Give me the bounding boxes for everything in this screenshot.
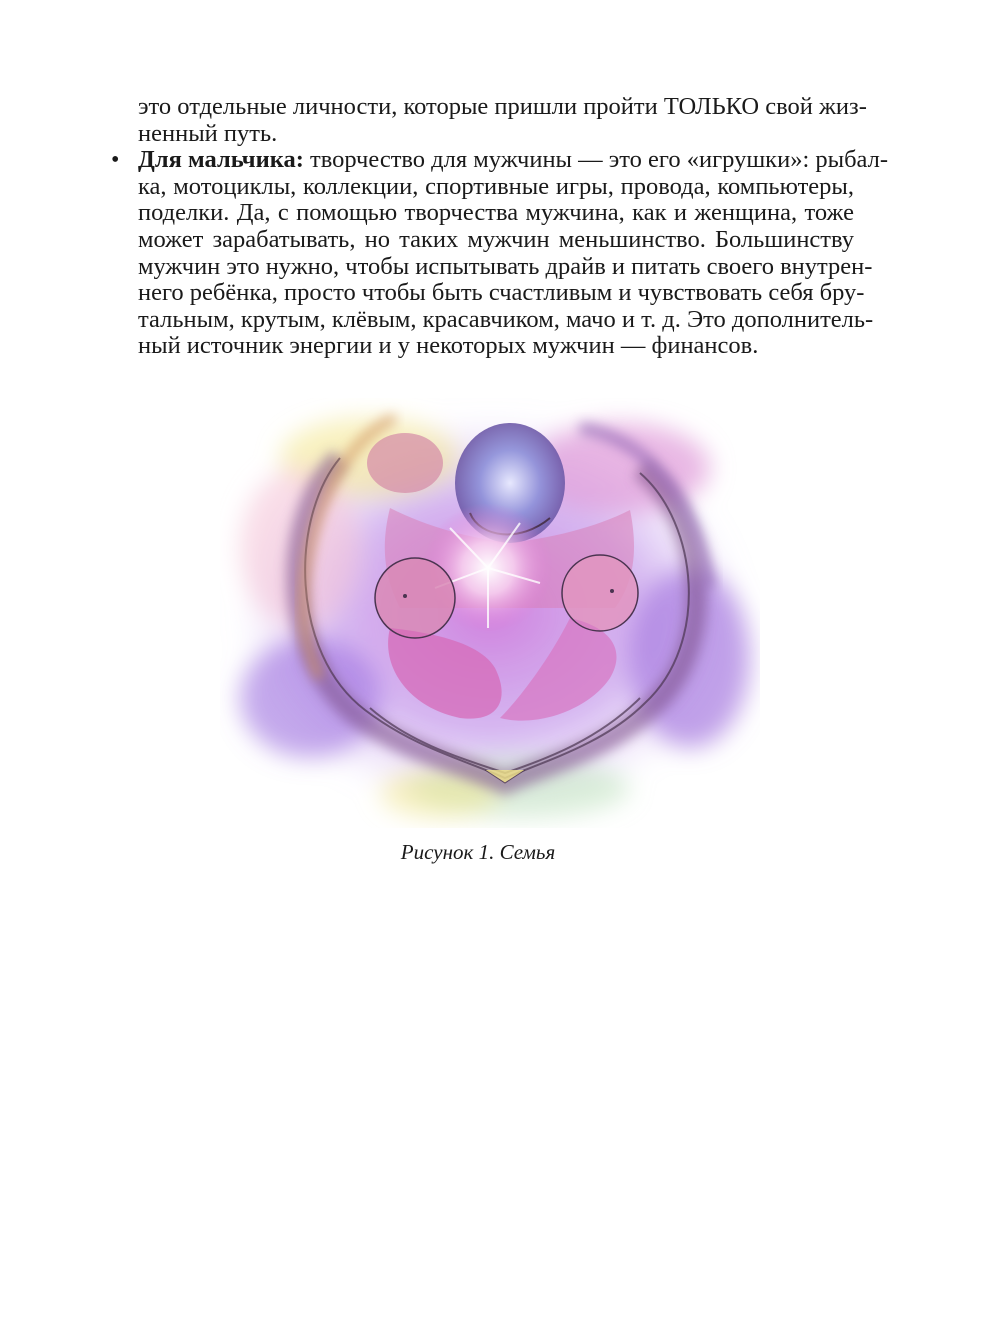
body-text: [111, 93, 889, 360]
text-line: тальным, крутым, клёвым, красавчиком, мачо и т. д. Это дополнитель-: [138, 305, 874, 333]
text-line: мужчин это нужно, чтобы испытывать драйв и питать своего внутрен-: [138, 252, 873, 280]
family-illustration: [220, 398, 760, 828]
text-line: ный источник энергии и у некоторых мужчин — финансов.: [138, 332, 759, 360]
bullet-label: Для мальчика:: [138, 146, 304, 174]
figure-caption-text: Рисунок 1. Семья: [400, 840, 556, 864]
text-line: это отдельные личности, которые пришли пройти ТОЛЬКО свой жиз-: [138, 93, 867, 120]
figure-caption: [0, 840, 1000, 865]
text-line: поделки. Да, с помощью творчества мужчина, как и женщина, тоже: [138, 199, 854, 227]
text-line: него ребёнка, просто чтобы быть счастливым и чувствовать себя бру-: [138, 279, 865, 307]
bullet-first-line: творчество для мужчины — это его «игрушки»: рыбал-: [303, 146, 889, 174]
text-line: ненный путь.: [138, 119, 278, 147]
bullet-item-boy: [111, 146, 889, 360]
text-line: ка, мотоциклы, коллекции, спортивные игры, провода, компьютеры,: [138, 172, 854, 200]
text-line: [138, 146, 889, 174]
watercolor-family-image: [220, 398, 760, 828]
bullet-icon: •: [111, 147, 120, 174]
text-line: может зарабатывать, но таких мужчин меньшинство. Большинству: [138, 225, 854, 253]
